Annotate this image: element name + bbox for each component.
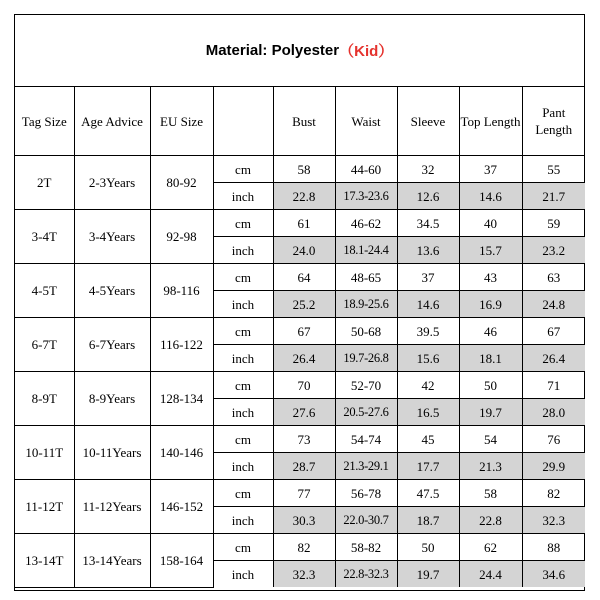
bust-value-cell: 58 (273, 156, 335, 183)
sleeve-value-cell: 50 (397, 534, 459, 561)
pant-value-cell: 21.7 (522, 183, 585, 210)
pant-value-cell: 23.2 (522, 237, 585, 264)
age-advice-cell: 3-4Years (74, 210, 150, 264)
chart-title (15, 15, 584, 87)
header-sleeve: Sleeve (397, 87, 459, 156)
bust-value-cell: 64 (273, 264, 335, 291)
pant-value-cell: 24.8 (522, 291, 585, 318)
age-advice-cell: 11-12Years (74, 480, 150, 534)
bust-value-cell: 28.7 (273, 453, 335, 480)
table-row (15, 210, 585, 237)
tag-size-cell: 8-9T (15, 372, 74, 426)
age-advice-cell: 6-7Years (74, 318, 150, 372)
pant-value-cell: 55 (522, 156, 585, 183)
header-unit (213, 87, 273, 156)
sleeve-value-cell: 45 (397, 426, 459, 453)
sleeve-value-cell: 12.6 (397, 183, 459, 210)
unit-label-cell: inch (213, 561, 273, 588)
top-value-cell: 19.7 (459, 399, 522, 426)
title-material: Material: Polyester (205, 42, 340, 59)
sleeve-value-cell: 39.5 (397, 318, 459, 345)
sleeve-value-cell: 14.6 (397, 291, 459, 318)
tag-size-cell: 4-5T (15, 264, 74, 318)
top-value-cell: 40 (459, 210, 522, 237)
top-value-cell: 37 (459, 156, 522, 183)
top-value-cell: 24.4 (459, 561, 522, 588)
pant-value-cell: 82 (522, 480, 585, 507)
sleeve-value-cell: 18.7 (397, 507, 459, 534)
waist-value-cell: 44-60 (335, 156, 397, 183)
unit-label-cell: inch (213, 291, 273, 318)
pant-value-cell: 29.9 (522, 453, 585, 480)
sleeve-value-cell: 13.6 (397, 237, 459, 264)
header-top-length: Top Length (459, 87, 522, 156)
bust-value-cell: 73 (273, 426, 335, 453)
eu-size-cell: 92-98 (150, 210, 213, 264)
eu-size-cell: 146-152 (150, 480, 213, 534)
pant-value-cell: 32.3 (522, 507, 585, 534)
table-row (15, 372, 585, 399)
tag-size-cell: 3-4T (15, 210, 74, 264)
table-row (15, 264, 585, 291)
waist-value-cell: 48-65 (335, 264, 397, 291)
table-row (15, 534, 585, 561)
unit-label-cell: inch (213, 507, 273, 534)
bust-value-cell: 30.3 (273, 507, 335, 534)
header-eu-size: EU Size (150, 87, 213, 156)
sleeve-value-cell: 34.5 (397, 210, 459, 237)
waist-value-cell: 56-78 (335, 480, 397, 507)
pant-value-cell: 59 (522, 210, 585, 237)
top-value-cell: 62 (459, 534, 522, 561)
waist-value-cell: 22.8-32.3 (335, 561, 397, 588)
waist-value-cell: 20.5-27.6 (335, 399, 397, 426)
sleeve-value-cell: 47.5 (397, 480, 459, 507)
size-table-body (15, 156, 585, 588)
top-value-cell: 16.9 (459, 291, 522, 318)
bust-value-cell: 22.8 (273, 183, 335, 210)
waist-value-cell: 17.3-23.6 (335, 183, 397, 210)
bust-value-cell: 77 (273, 480, 335, 507)
pant-value-cell: 71 (522, 372, 585, 399)
unit-label-cell: cm (213, 156, 273, 183)
age-advice-cell: 2-3Years (74, 156, 150, 210)
age-advice-cell: 13-14Years (74, 534, 150, 588)
tag-size-cell: 2T (15, 156, 74, 210)
bust-value-cell: 24.0 (273, 237, 335, 264)
pant-value-cell: 34.6 (522, 561, 585, 588)
age-advice-cell: 10-11Years (74, 426, 150, 480)
pant-value-cell: 76 (522, 426, 585, 453)
unit-label-cell: cm (213, 318, 273, 345)
top-value-cell: 46 (459, 318, 522, 345)
top-value-cell: 54 (459, 426, 522, 453)
header-tag-size: Tag Size (15, 87, 74, 156)
pant-value-cell: 26.4 (522, 345, 585, 372)
top-value-cell: 58 (459, 480, 522, 507)
tag-size-cell: 13-14T (15, 534, 74, 588)
title-kid-label: （Kid） (339, 43, 394, 60)
unit-label-cell: cm (213, 534, 273, 561)
table-row (15, 318, 585, 345)
eu-size-cell: 80-92 (150, 156, 213, 210)
bust-value-cell: 27.6 (273, 399, 335, 426)
header-row (15, 87, 585, 156)
pant-value-cell: 67 (522, 318, 585, 345)
unit-label-cell: cm (213, 372, 273, 399)
waist-value-cell: 18.1-24.4 (335, 237, 397, 264)
bust-value-cell: 61 (273, 210, 335, 237)
header-age-advice: Age Advice (74, 87, 150, 156)
pant-value-cell: 28.0 (522, 399, 585, 426)
waist-value-cell: 52-70 (335, 372, 397, 399)
pant-value-cell: 88 (522, 534, 585, 561)
header-bust: Bust (273, 87, 335, 156)
eu-size-cell: 158-164 (150, 534, 213, 588)
top-value-cell: 21.3 (459, 453, 522, 480)
top-value-cell: 14.6 (459, 183, 522, 210)
size-table (15, 87, 585, 588)
size-chart (14, 14, 585, 591)
eu-size-cell: 98-116 (150, 264, 213, 318)
bust-value-cell: 82 (273, 534, 335, 561)
top-value-cell: 22.8 (459, 507, 522, 534)
bust-value-cell: 70 (273, 372, 335, 399)
sleeve-value-cell: 17.7 (397, 453, 459, 480)
waist-value-cell: 58-82 (335, 534, 397, 561)
sleeve-value-cell: 37 (397, 264, 459, 291)
unit-label-cell: inch (213, 345, 273, 372)
top-value-cell: 15.7 (459, 237, 522, 264)
bust-value-cell: 26.4 (273, 345, 335, 372)
waist-value-cell: 21.3-29.1 (335, 453, 397, 480)
table-row (15, 480, 585, 507)
table-row (15, 426, 585, 453)
eu-size-cell: 140-146 (150, 426, 213, 480)
unit-label-cell: cm (213, 426, 273, 453)
waist-value-cell: 46-62 (335, 210, 397, 237)
waist-value-cell: 50-68 (335, 318, 397, 345)
top-value-cell: 18.1 (459, 345, 522, 372)
eu-size-cell: 116-122 (150, 318, 213, 372)
pant-value-cell: 63 (522, 264, 585, 291)
header-pant-length: Pant Length (522, 87, 585, 156)
tag-size-cell: 10-11T (15, 426, 74, 480)
header-waist: Waist (335, 87, 397, 156)
top-value-cell: 50 (459, 372, 522, 399)
age-advice-cell: 4-5Years (74, 264, 150, 318)
sleeve-value-cell: 15.6 (397, 345, 459, 372)
bust-value-cell: 25.2 (273, 291, 335, 318)
sleeve-value-cell: 42 (397, 372, 459, 399)
bust-value-cell: 67 (273, 318, 335, 345)
sleeve-value-cell: 32 (397, 156, 459, 183)
unit-label-cell: cm (213, 264, 273, 291)
tag-size-cell: 11-12T (15, 480, 74, 534)
bust-value-cell: 32.3 (273, 561, 335, 588)
unit-label-cell: inch (213, 183, 273, 210)
top-value-cell: 43 (459, 264, 522, 291)
sleeve-value-cell: 19.7 (397, 561, 459, 588)
waist-value-cell: 19.7-26.8 (335, 345, 397, 372)
unit-label-cell: cm (213, 210, 273, 237)
unit-label-cell: inch (213, 237, 273, 264)
waist-value-cell: 54-74 (335, 426, 397, 453)
waist-value-cell: 22.0-30.7 (335, 507, 397, 534)
age-advice-cell: 8-9Years (74, 372, 150, 426)
eu-size-cell: 128-134 (150, 372, 213, 426)
unit-label-cell: inch (213, 453, 273, 480)
table-row (15, 156, 585, 183)
unit-label-cell: inch (213, 399, 273, 426)
unit-label-cell: cm (213, 480, 273, 507)
tag-size-cell: 6-7T (15, 318, 74, 372)
waist-value-cell: 18.9-25.6 (335, 291, 397, 318)
sleeve-value-cell: 16.5 (397, 399, 459, 426)
